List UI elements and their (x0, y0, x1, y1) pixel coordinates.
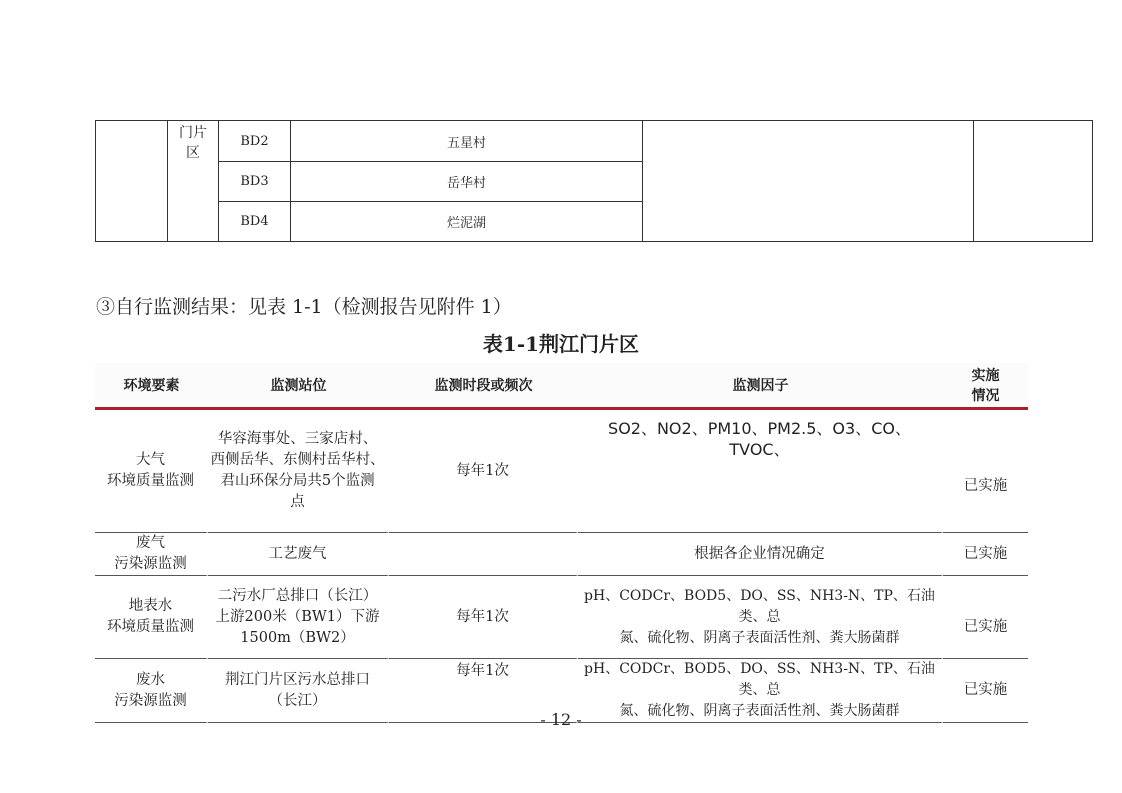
table-row (95, 576, 1028, 659)
frequency-cell: 每年1次 (389, 659, 578, 723)
monitoring-table (95, 363, 1028, 723)
element-cell: 地表水 环境质量监测 (95, 576, 208, 659)
section-heading: ③自行监测结果：见表 1-1（检测报告见附件 1） (96, 296, 512, 318)
element-cell: 废水 污染源监测 (95, 659, 208, 723)
frequency-cell: 每年1次 (389, 410, 578, 533)
implementation-cell: 已实施 (943, 410, 1028, 533)
header-implementation: 实施 情况 (943, 363, 1028, 410)
factors-cell: pH、CODCr、BOD5、DO、SS、NH3-N、TP、石油类、总 氮、硫化物、阴离子表面活性剂、粪大肠菌群 (578, 576, 943, 659)
station-name: 五星村 (291, 121, 643, 162)
implementation-cell: 已实施 (943, 533, 1028, 576)
station-code: BD3 (219, 162, 291, 202)
station-name: 岳华村 (291, 162, 643, 202)
implementation-cell: 已实施 (943, 576, 1028, 659)
frequency-cell (389, 533, 578, 576)
blank-cell (96, 121, 168, 242)
area-label: 门片 区 (168, 121, 219, 242)
table-title: 表1-1荆江门片区 (482, 332, 640, 356)
element-cell: 废气 污染源监测 (95, 533, 208, 576)
blank-cell (974, 121, 1093, 242)
frequency-cell: 每年1次 (389, 576, 578, 659)
factors-cell: 根据各企业情况确定 (578, 533, 943, 576)
station-cell: 二污水厂总排口（长江） 上游200米（BW1）下游 1500m（BW2） (208, 576, 389, 659)
page-number: - 12 - (540, 710, 582, 729)
table-row (95, 533, 1028, 576)
station-cell: 工艺废气 (208, 533, 389, 576)
header-element: 环境要素 (95, 363, 208, 410)
table-row (95, 410, 1028, 533)
header-factors: 监测因子 (578, 363, 943, 410)
station-cell: 华容海事处、三家店村、 西侧岳华、东侧村岳华村、 君山环保分局共5个监测 点 (208, 410, 389, 533)
station-code: BD2 (219, 121, 291, 162)
implementation-cell: 已实施 (943, 659, 1028, 723)
station-name: 烂泥湖 (291, 202, 643, 242)
station-code: BD4 (219, 202, 291, 242)
header-station: 监测站位 (208, 363, 389, 410)
station-cell: 荆江门片区污水总排口 （长江） (208, 659, 389, 723)
blank-cell (643, 121, 974, 242)
element-cell: 大气 环境质量监测 (95, 410, 208, 533)
factors-cell: SO2、NO2、PM10、PM2.5、O3、CO、TVOC、 (578, 410, 943, 533)
header-frequency: 监测时段或频次 (389, 363, 578, 410)
continued-station-table (95, 120, 1093, 242)
factors-cell: pH、CODCr、BOD5、DO、SS、NH3-N、TP、石油类、总 氮、硫化物、阴离子表面活性剂、粪大肠菌群 (578, 659, 943, 723)
